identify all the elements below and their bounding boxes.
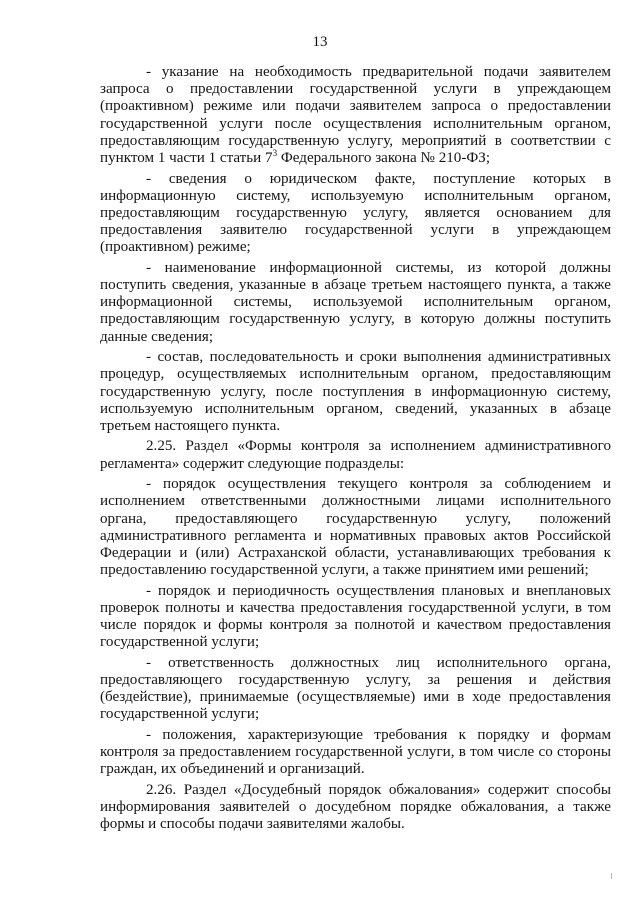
paragraph-legal-fact: - сведения о юридическом факте, поступление которых в информационную систему, используемую исполнительным органом, предоставляющим государственную услугу, является основанием для предоставления заявителю государственной услуги в упреждающем (проактивном) режиме; — [100, 170, 611, 256]
page-number: 13 — [312, 34, 328, 50]
paragraph-text: - указание на необходимость предварительной подачи заявителем запроса о предоставлении государственной услуги в упреждающем (проактивном) режиме или подачи заявителем запроса о предоставлении государственной услуги после осуществления исполнительным органом, предоставляющим государственную услугу, мероприятий в соответствии с пунктом 1 части 1 статьи 7 — [100, 64, 611, 167]
scan-mark — [611, 873, 612, 879]
section-2-25-heading: 2.25. Раздел «Формы контроля за исполнением административного регламента» содержит следующие подразделы: — [100, 438, 611, 472]
page-body — [100, 64, 611, 837]
paragraph-control-requirements: - положения, характеризующие требования к порядку и формам контроля за предоставлением государственной услуги, в том числе со стороны граждан, их объединений и организаций. — [100, 726, 611, 778]
paragraph-inspections: - порядок и периодичность осуществления плановых и внеплановых проверок полноты и качества предоставления государственной услуги, в том числе порядок и формы контроля за полнотой и качеством предоставления государственной услуги; — [100, 582, 611, 651]
paragraph-information-system: - наименование информационной системы, из которой должны поступить сведения, указанные в абзаце третьем настоящего пункта, а также информационной системы, используемой исполнительным органом, предоставляющим государственную услугу, в которую должны поступить данные сведения; — [100, 259, 611, 345]
paragraph-responsibility: - ответственность должностных лиц исполнительного органа, предоставляющего государственную услугу, за решения и действия (бездействие), принимаемые (осуществляемые) ими в ходе предоставления государственной услуги; — [100, 654, 611, 723]
section-2-26-appeal: 2.26. Раздел «Досудебный порядок обжалования» содержит способы информирования заявителей о досудебном порядке обжалования, а также формы и способы подачи заявителями жалобы. — [100, 781, 611, 833]
paragraph-procedure-composition: - состав, последовательность и сроки выполнения административных процедур, осуществляемых исполнительным органом, предоставляющим государственную услугу, после поступления в информационную систему, используемую исполнительным органом, сведений, указанных в абзаце третьем настоящего пункта. — [100, 349, 611, 434]
paragraph-proactive-request — [100, 64, 611, 167]
paragraph-current-control: - порядок осуществления текущего контроля за соблюдением и исполнением ответственными должностными лицами исполнительного органа, предоставляющего государственную услугу, положений административного регламента и нормативных правовых актов Российской Федерации и (или) Астраханской области, устанавливающих требования к предоставлению государственной услуги, а также принятием ими решений; — [100, 476, 611, 579]
law-reference: Федерального закона № 210-ФЗ; — [277, 150, 491, 167]
superscript-3: 3 — [272, 148, 278, 159]
